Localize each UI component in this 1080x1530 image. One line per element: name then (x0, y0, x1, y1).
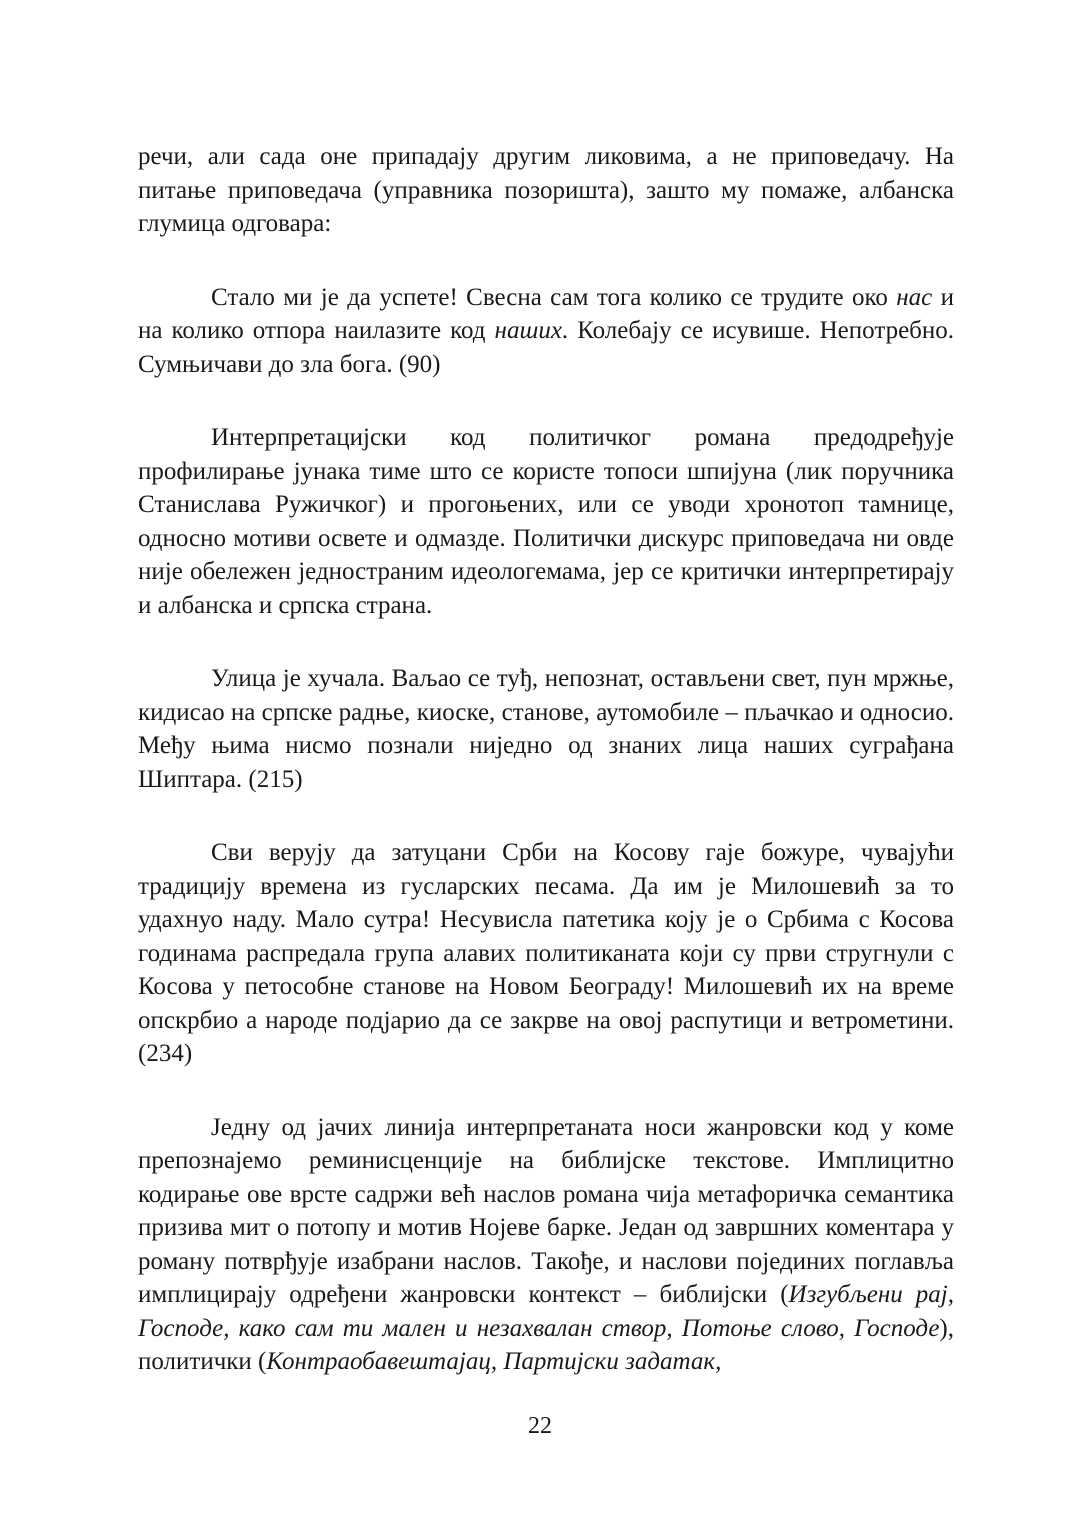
paragraph-political-code: Интерпретацијски код политичког романа предодређује профилирање јунака тиме што се користе топоси шпијуна (лик поручника Станислава Ружичког) и прогоњених, или се уводи хронотоп тамнице, односно мотиви освете и одмазде. Политички дискурс приповедача ни овде није обележен једностраним идеологемама, јер се критички интерпретирају и албанска и српска страна. (138, 424, 954, 619)
paragraph-intro: речи, али сада оне припадају другим ликовима, а не приповедачу. На питање приповедача (управника позоришта), зашто му помаже, албанска глумица одговара: (138, 143, 954, 237)
page-number: 22 (528, 1413, 552, 1439)
block-quote-3: Сви верују да затуцани Срби на Косову гаје божуре, чувајући традицију времена из гусларских песама. Да им је Милошевић за то удахнуо наду. Мало сутра! Несувисла патетика коју је о Србима с Косова годинама распредала група алавих политиканата који су први стругнули с Косова у петособне станове на Новом Београду! Милошевић их на време опскрбио а народе подјарио да се закрве на овој распутици и ветрометини. (234) (138, 839, 954, 1067)
block-quote-1: Стало ми је да успете! Свесна сам тога колико се трудите око нас и на колико отпора наилазите код наших. Колебају се исувише. Непотребно. Сумњичави до зла бога. (90) (138, 283, 955, 378)
page-body (138, 140, 954, 1379)
block-quote-2: Улица је хучала. Ваљао се туђ, непознат, остављени свет, пун мржње, кидисао на српске радње, киоске, станове, аутомобиле – пљачкао и односио. Међу њима нисмо познали ниједно од знаних лица наших суграђана Шиптара. (215) (138, 665, 954, 793)
paragraph-genre-code: Једну од јачих линија интерпретаната носи жанровски код у коме препознајемо реминисценције на библијске текстове. Имплицитно кодирање ове врсте садржи већ наслов романа чија метафоричка семантика призива мит о потопу и мотив Нојеве барке. Један од завршних коментара у роману потврђује изабрани наслов. Такође, и наслови појединих поглавља имплицирају одређени жанровски контекст – библијски (Изгубљени рај, Господе, како сам ти мален и незахвалан створ, Потоње слово, Господе), политички (Контраобавештајац, Партијски задатак, (138, 1113, 954, 1375)
